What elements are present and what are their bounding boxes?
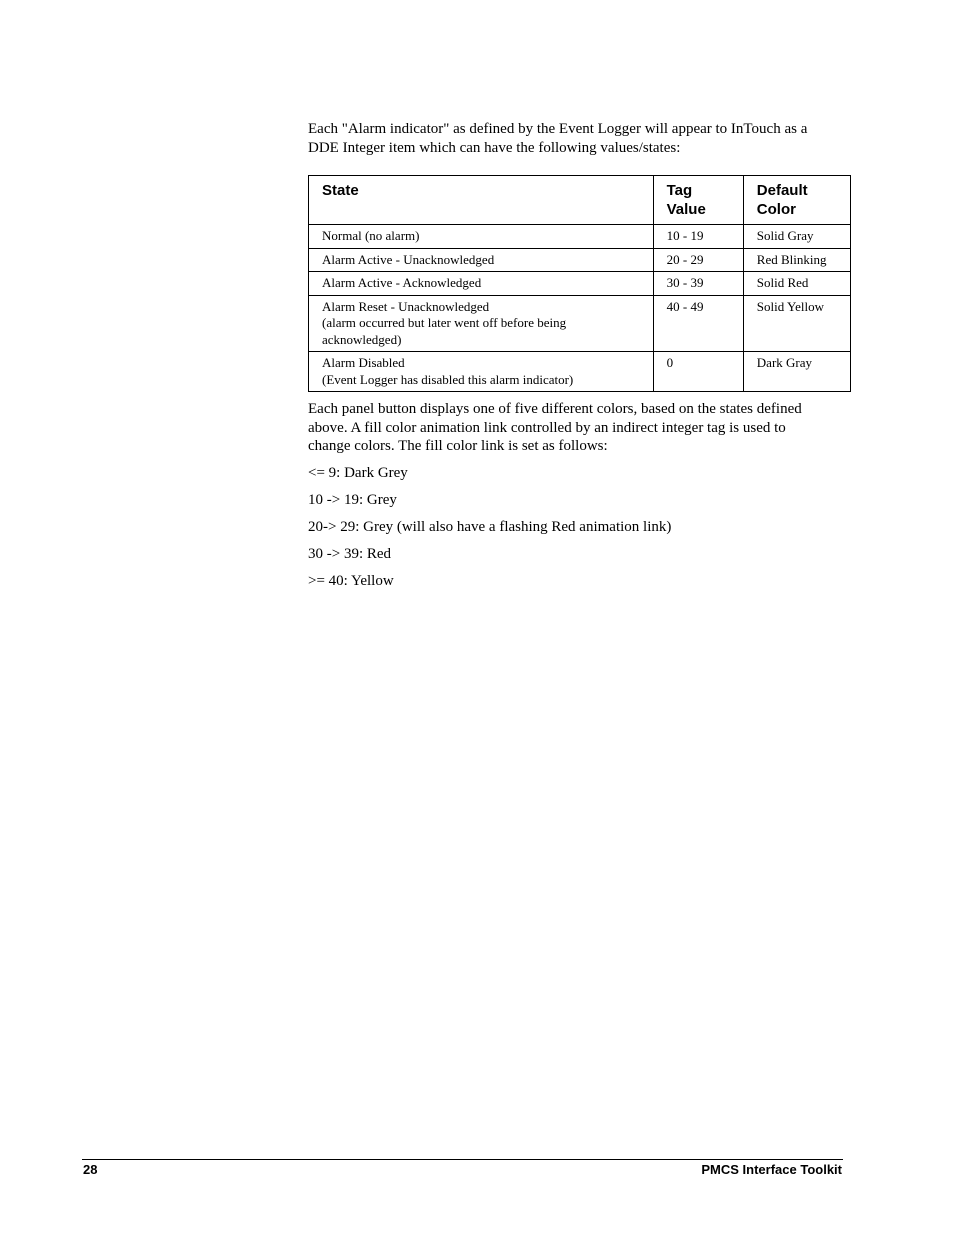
header-color-label: Color <box>756 201 796 218</box>
table-row <box>309 272 851 296</box>
table-row <box>309 248 851 272</box>
cell-color: Solid Red <box>743 272 850 296</box>
document-title: PMCS Interface Toolkit <box>701 1162 842 1177</box>
paragraph-line: change colors. The fill color link is set as follows: <box>308 438 608 454</box>
header-default-color <box>743 176 850 225</box>
fill-rule-item: 30 -> 39: Red <box>308 545 392 562</box>
cell-tag: 20 - 29 <box>653 248 743 272</box>
cell-state <box>309 248 654 272</box>
state-note: (alarm occurred but later went off before being <box>322 315 567 330</box>
fill-color-paragraph <box>308 400 851 456</box>
cell-state <box>309 352 654 392</box>
cell-color: Solid Yellow <box>743 295 850 352</box>
header-default-label: Default <box>756 182 808 199</box>
paragraph-line: above. A fill color animation link controlled by an indirect integer tag is used to <box>308 419 786 436</box>
cell-color: Red Blinking <box>743 248 850 272</box>
table-row <box>309 225 851 249</box>
cell-color: Dark Gray <box>743 352 850 392</box>
cell-color: Solid Gray <box>743 225 850 249</box>
state-text: Alarm Disabled <box>322 355 405 370</box>
cell-tag: 40 - 49 <box>653 295 743 352</box>
table-header-row <box>309 176 851 225</box>
footer-divider <box>82 1159 843 1160</box>
header-tag-label: Tag <box>666 182 693 199</box>
fill-rule-item: 20-> 29: Grey (will also have a flashing Red animation link) <box>308 518 672 535</box>
cell-tag: 0 <box>653 352 743 392</box>
fill-rule-item: 10 -> 19: Grey <box>308 491 397 508</box>
intro-line: DDE Integer item which can have the following values/states: <box>308 140 681 156</box>
state-text: Normal (no alarm) <box>322 228 420 243</box>
state-text: Alarm Reset - Unacknowledged <box>322 298 490 314</box>
intro-paragraph <box>308 120 851 158</box>
alarm-states-table <box>308 175 851 392</box>
cell-state <box>309 225 654 249</box>
cell-tag: 30 - 39 <box>653 272 743 296</box>
paragraph-line: Each panel button displays one of five different colors, based on the states defined <box>308 401 802 417</box>
cell-state <box>309 272 654 296</box>
table-row <box>309 295 851 352</box>
header-state-label: State <box>322 182 359 199</box>
header-value-label: Value <box>666 201 706 218</box>
fill-rule-item: <= 9: Dark Grey <box>308 464 408 481</box>
state-note: (Event Logger has disabled this alarm indicator) <box>322 371 574 387</box>
intro-line: Each "Alarm indicator" as defined by the Event Logger will appear to InTouch as a <box>308 121 808 137</box>
cell-tag: 10 - 19 <box>653 225 743 249</box>
page-content <box>308 120 851 591</box>
state-text: Alarm Active - Unacknowledged <box>322 251 495 267</box>
fill-rule-item: >= 40: Yellow <box>308 572 394 589</box>
page-number: 28 <box>83 1162 98 1177</box>
table-row <box>309 352 851 392</box>
header-tag-value <box>653 176 743 225</box>
cell-state <box>309 295 654 352</box>
state-text: Alarm Active - Acknowledged <box>322 275 482 290</box>
header-state <box>309 176 654 225</box>
state-note: acknowledged) <box>322 331 402 347</box>
